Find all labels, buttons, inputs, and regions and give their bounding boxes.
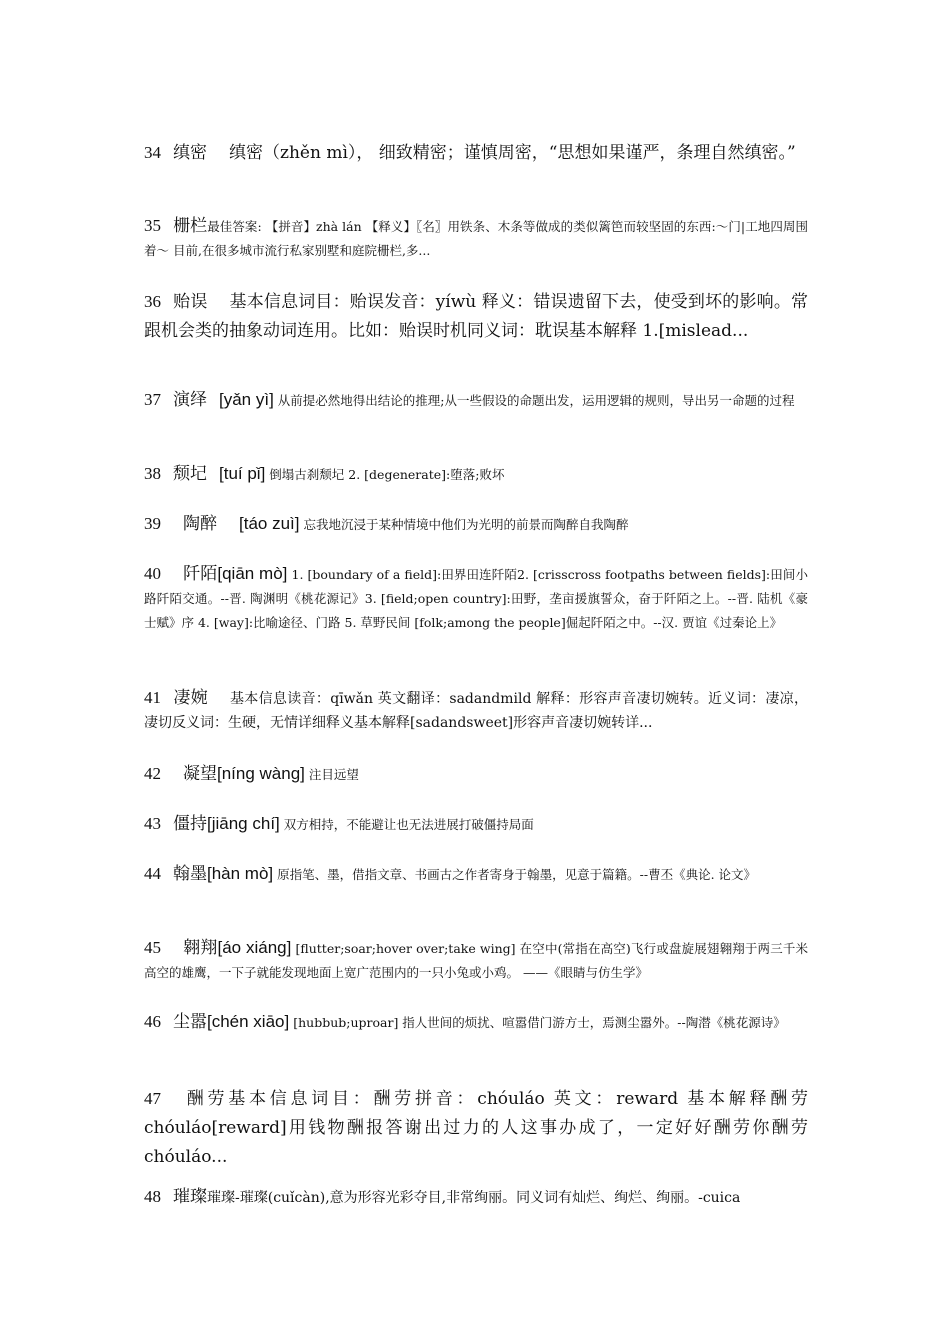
entry-37 [144,388,808,413]
entry-number: 34 [144,143,161,162]
entry-number: 43 [144,814,161,833]
entry-body: 倒塌古刹颓圮 2. [degenerate]:堕落;败坏 [269,467,505,482]
entry-number: 40 [144,564,161,583]
entry-pinyin: [jiāng chí] [207,814,280,833]
entry-39 [144,512,808,537]
entry-pinyin: [áo xiáng] [217,938,292,957]
entry-35 [144,214,808,263]
entry-pinyin: [hàn mò] [207,864,274,883]
entry-word: 阡陌 [183,564,218,584]
entry-number: 47 [144,1089,161,1108]
entry-word: 颓圮 [173,464,207,484]
entry-word: 璀璨 [173,1187,207,1207]
entry-body: 基本信息词目：贻误发音：yíwù 释义：错误遗留下去，使受到坏的影响。常跟机会类的抽象动词连用。比如：贻误时机同义词：耽误基本解释 1.[mislead... [144,292,809,341]
entry-body: 缜密（zhěn mì）， 细致精密；谨慎周密，“思想如果谨严，条理自然缜密。” [229,143,796,163]
entry-word: 凄婉 [173,688,208,708]
entry-number: 35 [144,216,161,235]
entry-word: 陶醉 [183,514,217,534]
entry-word: 翱翔 [183,938,218,958]
entry-word: 演绎 [173,390,207,410]
entry-38 [144,462,808,487]
entry-47 [144,1084,808,1172]
entry-body: 基本信息词目：酬劳拼音：chóuláo 英文：reward 基本解释酬劳 chóuláo[reward]用钱物酬报答谢出过力的人这事办成了，一定好好酬劳你酬劳 chóuláo... [144,1089,808,1167]
entry-number: 41 [144,688,161,707]
entry-body: 原指笔、墨，借指文章、书画古之作者寄身于翰墨，见意于篇籍。--曹丕《典论. 论文》 [277,867,757,882]
entry-body: 从前提必然地得出结论的推理;从一些假设的命题出发，运用逻辑的规则，导出另一命题的过程 [277,393,795,408]
entry-pinyin: [chén xiāo] [207,1012,290,1031]
entry-48 [144,1185,808,1210]
entry-body: [flutter;soar;hover over;take wing] 在空中(常指在高空)飞行或盘旋展翅翱翔于两三千米高空的雄鹰，一下子就能发现地面上宽广范围内的一只小兔或小鸡。 ——《眼睛与仿生学》 [144,941,809,980]
entry-42 [144,762,808,787]
entry-word: 贻误 [173,292,208,312]
entry-word: 缜密 [173,143,207,163]
entry-36 [144,287,808,346]
entry-number: 37 [144,390,161,409]
entry-body: 注目远望 [308,767,359,782]
entry-body: 璀璨-璀璨(cuǐcàn),意为形容光彩夺目,非常绚丽。同义词有灿烂、绚烂、绚丽。-cuica [207,1190,741,1206]
entry-46 [144,1010,808,1035]
entry-pinyin: [qiān mò] [217,564,288,583]
entry-word: 凝望 [183,764,217,784]
entry-number: 39 [144,514,161,533]
entry-word: 酬劳 [183,1089,229,1109]
entry-40 [144,562,808,635]
entry-word: 僵持 [173,814,207,834]
entry-body: 忘我地沉浸于某种情境中他们为光明的前景而陶醉自我陶醉 [303,517,629,532]
entry-number: 44 [144,864,161,883]
entry-pinyin: [níng wàng] [217,764,305,783]
entry-number: 36 [144,292,161,311]
entry-41 [144,686,808,735]
entry-pinyin: [yǎn yì] [219,390,274,409]
entry-word: 尘嚣 [173,1012,207,1032]
entry-body: 双方相持，不能避让也无法进展打破僵持局面 [283,817,534,832]
entry-44 [144,862,808,887]
entry-number: 45 [144,938,161,957]
entry-45 [144,936,808,985]
entry-43 [144,812,808,837]
entry-body: 最佳答案: 【拼音】zhà lán 【释义】〖名〗用铁条、木条等做成的类似篱笆而较坚固的东西:～门|工地四周围着～ 目前,在很多城市流行私家别墅和庭院栅栏,多... [144,219,808,258]
entry-number: 38 [144,464,161,483]
entry-pinyin: [táo zuì] [239,514,300,533]
entry-body: 1. [boundary of a field]:田界田连阡陌2. [crisscross footpaths between fields]:田间小路阡陌交通。--晋. 陶渊明《桃花源记》3. [field;open country]:田野，垄亩援旗誓众，奋于阡陌之上。--晋. 陆机《豪士赋》序 4. [way]:比喻途径、门路 5. 草野民间 [folk;among the people]倔起阡陌之中。--汉. 贾谊《过秦论上》 [144,567,808,630]
entry-word: 栅栏 [173,216,208,236]
entry-body: 基本信息读音：qīwǎn 英文翻译：sadandmild 解释：形容声音凄切婉转。近义词：凄凉，凄切反义词：生硬，无情详细释义基本解释[sadandsweet]形容声音凄切婉转详... [144,691,808,731]
entry-word: 翰墨 [173,864,207,884]
entry-34 [144,138,808,168]
entry-number: 48 [144,1187,161,1206]
entry-number: 42 [144,764,161,783]
entry-number: 46 [144,1012,161,1031]
entry-body: [hubbub;uproar] 指人世间的烦扰、喧嚣借门游方士，焉测尘嚣外。--陶潜《桃花源诗》 [293,1015,786,1030]
entry-pinyin: [tuí pǐ] [219,464,266,483]
